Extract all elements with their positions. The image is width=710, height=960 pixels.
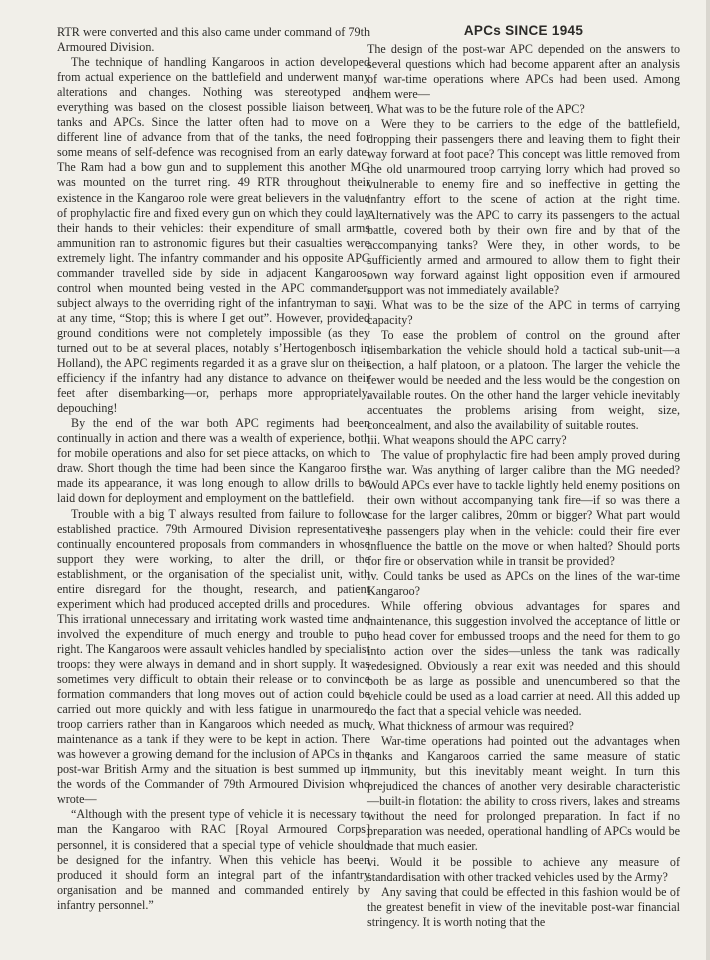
answer-paragraph: Any saving that could be effected in this fashion would be of the greatest benefit in view of the inevitable post-war financial stringency. It is worth noting that the — [367, 884, 680, 929]
question: iii. What weapons should the APC carry? — [367, 433, 567, 448]
block-quote: “Although with the present type of vehicle it is necessary to man the Kangaroo with RAC [Royal Armoured Corps] personnel, it is considered that a special type of vehicle should be designed for the infantry. When this vehicle has been produced it should form an integral part of the infantry organisation and be manned and commanded entirely by infantry personnel.” — [57, 807, 370, 912]
question: iv. Could tanks be used as APCs on the lines of the war-time Kangaroo? — [367, 568, 680, 598]
paragraph: The technique of handling Kangaroos in action developed from actual experience on the battlefield and underwent many alterations and changes. Nothing was stereotyped and everything was based on the closest possible liaison between tanks and APCs. Since the latter often had to move on a different line of advance from that of the tanks, the need for some means of self-defence was recognised from an early date. The Ram had a bow gun and to supplement this another MG was mounted on the turret ring. 49 RTR throughout their existence in the Kangaroo role were great believers in the value of prophylactic fire and fixed every gun on which they could lay their hands to their vehicles: their expenditure of small arms ammunition ran to astronomic figures but their casualties were extremely light. The infantry commander and his opposite APC commander travelled side by side in adjacent Kangaroos, control when mounted being vested in the APC commander, subject always to the overriding right of the infantryman to say at any time, “Stop; this is where I get out”. However, provided ground conditions were not completely impossible (as they turned out to be at several places, notably s’Hertogenbosch in Holland), the APC regiments regarded it as a grave slur on their efficiency if the infantry had any distance to advance on their feet after disembarking—or, perhaps more appropriately, depouching! — [57, 55, 370, 416]
page-edge — [706, 0, 710, 960]
paragraph: By the end of the war both APC regiments had been continually in action and there was a wealth of experience, both for mobile operations and also for set piece attacks, on which to draw. Short though the time had been since the Kangaroo first made its appearance, it was long enough to allow drills to be laid down for deployment and employment on the battlefield. — [57, 416, 370, 506]
answer-paragraph: Were they to be carriers to the edge of the battlefield, dropping their passengers there and leaving them to fight their way forward at foot pace? This concept was little removed from the old unarmoured troop carrying lorry which had proved so vulnerable to enemy fire and so ineffective in getting the infantry effort to the scene of action at the right time. Alternatively was the APC to carry its passengers to the actual battle, covered both by their own fire and by that of the accompanying tanks? Were they, in other words, to be sufficiently armed and armoured to allow them to fight their own way forward against light opposition even if armoured support was not immediately available? — [367, 117, 680, 297]
question: vi. Would it be possible to achieve any measure of standardisation with other tracked vehicles used by the Army? — [367, 854, 680, 884]
question: v. What thickness of armour was required? — [367, 719, 574, 734]
answer-paragraph: War-time operations had pointed out the advantages when tanks and Kangaroos carried the same measure of static immunity, but this inevitably meant weight. In turn this prejudiced the chances of another very desirable characteristic—built-in flotation: the ability to cross rivers, lakes and streams without the need for prolonged preparation. In fact if no preparation was needed, operational handling of APCs would be made that much easier. — [367, 734, 680, 854]
intro-paragraph: The design of the post-war APC depended on the answers to several questions which had become apparent after an analysis of war-time operations where APCs had been used. Among them were— — [367, 42, 680, 102]
question: i. What was to be the future role of the APC? — [367, 102, 585, 117]
paragraph: RTR were converted and this also came under command of 79th Armoured Division. — [57, 25, 370, 55]
answer-paragraph: While offering obvious advantages for spares and maintenance, this suggestion involved the acceptance of little or no head cover for embussed troops and the need for them to go into action over the sides—unless the tank was radically redesigned. Obviously a rear exit was needed and this should both be as large as possible and unencumbered so that the vehicle could be used as a load carrier at need. All this added up to the fact that a special vehicle was needed. — [367, 598, 680, 719]
answer-paragraph: To ease the problem of control on the ground after disembarkation the vehicle should hold a tactical sub-unit—a section, a half platoon, or a platoon. The larger the vehicle the fewer would be needed and the less would be the congestion on available routes. On the other hand the larger vehicle inevitably accentuates the problems arising from weight, size, concealment, and also the availability of suitable routes. — [367, 327, 680, 433]
answer-paragraph: The value of prophylactic fire had been amply proved during the war. Was anything of larger calibre than the MG needed? Would APCs ever have to tackle lightly held enemy positions on their own without accompanying tank fire—if so was there a case for the larger calibres, 20mm or bigger? What part would the passengers play when in the vehicle: could their fire ever influence the battle on the move or when halted? Should ports for fire or observation while in transit be provided? — [367, 448, 680, 568]
right-column — [367, 22, 680, 930]
section-heading: APCs SINCE 1945 — [463, 23, 584, 38]
question: ii. What was to be the size of the APC in terms of carrying capacity? — [367, 297, 680, 327]
left-column — [57, 25, 370, 913]
paragraph: Trouble with a big T always resulted from failure to follow established practice. 79th Armoured Division representatives continually encountered proposals from commanders in whose support they were working, to alter the drill, or the establishment, or the organisation of the specialist unit, with entire disregard for the thought, research, and patient experiment which had produced accepted drills and procedures. This irrational unnecessary and irritating work wasted time and involved the expenditure of much energy and trouble to put right. The Kangaroos were assault vehicles handled by specialist troops: they were always in demand and in short supply. It was sometimes very difficult to obtain their release or to convince formation commanders that long moves out of action could be carried out more quickly and with less fatigue in unarmoured troop carriers rather than in Kangaroos which needed as much maintenance as a tank if they were to be kept in action. There was however a growing demand for the inclusion of APCs in the post-war British Army and the situation is best summed up in the words of the Commander of 79th Armoured Division who wrote— — [57, 506, 370, 807]
